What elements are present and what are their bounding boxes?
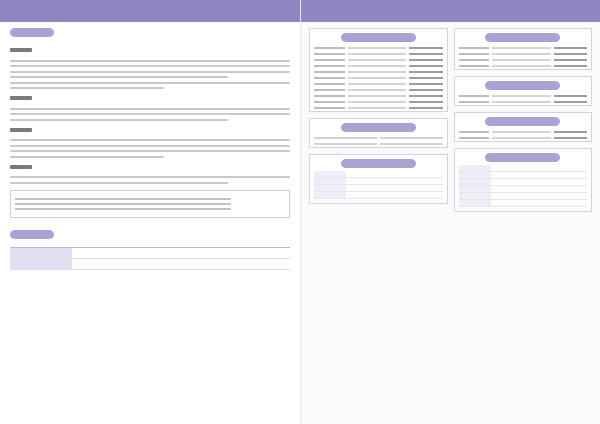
text-block [0,54,300,89]
text-line [10,156,164,158]
table-row [459,172,588,179]
right-banner [301,0,600,22]
info-table [10,247,290,270]
worship-column-left [309,22,448,212]
text-line [10,65,290,67]
table-row [459,179,588,186]
note-line [15,203,231,205]
text-line [10,87,164,89]
table-row [459,165,588,172]
table-row [459,200,588,207]
table-row [314,178,443,185]
text-line [10,60,290,62]
order-of-worship-box [309,28,448,112]
table-row [314,185,443,192]
box-heading [485,81,560,90]
box-heading [341,123,416,132]
text-line [10,139,290,141]
section-pill [10,230,54,239]
table-row [10,259,290,270]
schedule-table [314,171,443,199]
section-pill [10,28,54,37]
text-line [10,176,290,178]
section-heading [10,96,32,100]
text-block [0,134,300,158]
dawn-prayer-box [454,112,593,142]
note-line [15,208,231,210]
list-item [455,99,592,105]
text-line [10,108,290,110]
worship-columns [301,22,600,212]
table-row [314,171,443,178]
schedule-table-box [309,154,448,204]
table-row [10,248,290,259]
text-line [10,145,290,147]
text-line [10,76,228,78]
left-banner [0,0,300,22]
box-heading [485,117,560,126]
table-row [314,192,443,199]
box-heading [485,153,560,162]
wednesday-worship-box [454,28,593,70]
text-line [10,150,290,152]
table-row [459,193,588,200]
note-box [10,190,290,218]
list-item [310,141,447,147]
section-heading [10,165,32,169]
prayer-box [309,118,448,148]
teaching-table [459,165,588,207]
table-row [459,186,588,193]
box-heading [341,33,416,42]
list-item [455,135,592,141]
section-heading [10,128,32,132]
note-line [15,198,231,200]
text-block [0,171,300,184]
worship-column-right [454,22,593,212]
list-item [310,105,447,111]
box-heading [485,33,560,42]
friday-prayer-box [454,76,593,106]
section-heading [10,48,32,52]
text-line [10,71,290,73]
text-line [10,182,228,184]
list-item [455,63,592,69]
teaching-schedule-box [454,148,593,212]
right-page [300,0,600,424]
box-heading [341,159,416,168]
text-line [10,82,290,84]
text-line [10,119,228,121]
text-line [10,113,290,115]
text-block [0,102,300,121]
